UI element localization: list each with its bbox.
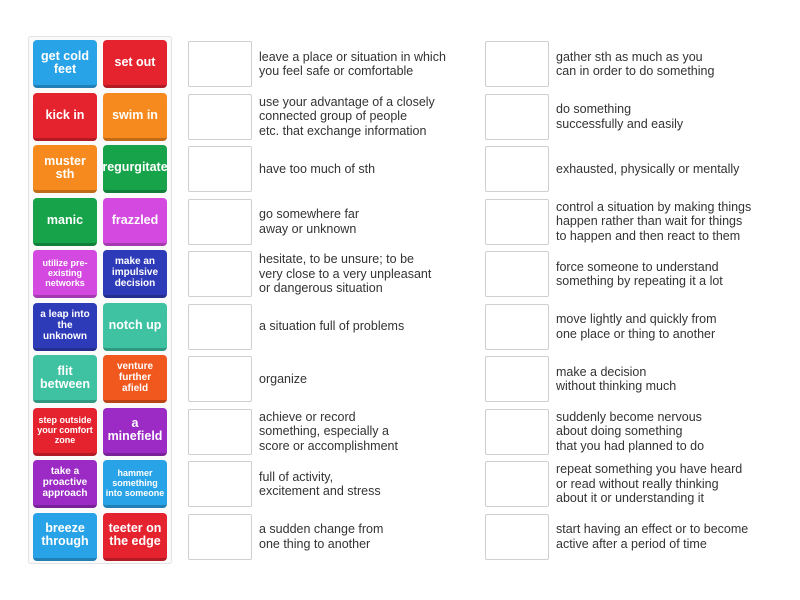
right-definition: exhausted, physically or mentally: [556, 161, 740, 176]
left-answer-slot[interactable]: [188, 304, 252, 350]
left-definition: use your advantage of a closely connected group of people etc. that exchange information: [259, 94, 435, 138]
left-answer-slot[interactable]: [188, 514, 252, 560]
word-tile[interactable]: muster sth: [33, 145, 97, 193]
left-definition: achieve or record something, especially a score or accomplishment: [259, 409, 398, 453]
right-definition: control a situation by making things happen rather than wait for things to happen and then react to them: [556, 199, 752, 243]
word-tile[interactable]: step outside your comfort zone: [33, 408, 97, 456]
left-answer-slot[interactable]: [188, 146, 252, 192]
word-tile[interactable]: breeze through: [33, 513, 97, 561]
word-tile[interactable]: swim in: [103, 93, 167, 141]
left-answer-slot[interactable]: [188, 199, 252, 245]
right-definition: force someone to understand something by repeating it a lot: [556, 259, 723, 288]
right-answer-slot[interactable]: [485, 94, 549, 140]
left-answer-slot[interactable]: [188, 461, 252, 507]
left-definition: leave a place or situation in which you feel safe or comfortable: [259, 49, 446, 78]
word-tile[interactable]: utilize pre-existing networks: [33, 250, 97, 298]
word-tile[interactable]: regurgitate: [103, 145, 167, 193]
word-tile[interactable]: manic: [33, 198, 97, 246]
left-definition: a situation full of problems: [259, 319, 405, 334]
left-answer-slot[interactable]: [188, 409, 252, 455]
right-answer-slot[interactable]: [485, 461, 549, 507]
right-definition: make a decision without thinking much: [556, 364, 677, 393]
word-tile[interactable]: a minefield: [103, 408, 167, 456]
word-tile[interactable]: notch up: [103, 303, 167, 351]
left-definition: a sudden change from one thing to another: [259, 522, 384, 551]
left-answer-slot[interactable]: [188, 251, 252, 297]
word-tile[interactable]: set out: [103, 40, 167, 88]
right-answer-slot[interactable]: [485, 199, 549, 245]
left-definition: organize: [259, 371, 307, 386]
word-tile[interactable]: kick in: [33, 93, 97, 141]
left-definition: hesitate, to be unsure; to be very close to a very unpleasant or dangerous situation: [259, 252, 432, 296]
word-tile[interactable]: venture further afield: [103, 355, 167, 403]
word-tile[interactable]: get cold feet: [33, 40, 97, 88]
left-definition: have too much of sth: [259, 161, 376, 176]
right-definition: start having an effect or to become active after a period of time: [556, 522, 749, 551]
right-definition: repeat something you have heard or read without really thinking about it or understanding it: [556, 462, 743, 506]
left-definition: full of activity, excitement and stress: [259, 469, 381, 498]
word-tile[interactable]: hammer something into someone: [103, 460, 167, 508]
right-answer-slot[interactable]: [485, 514, 549, 560]
right-definition: suddenly become nervous about doing something that you had planned to do: [556, 409, 705, 453]
right-definition: gather sth as much as you can in order to do something: [556, 49, 715, 78]
right-answer-slot[interactable]: [485, 41, 549, 87]
right-answer-slot[interactable]: [485, 356, 549, 402]
right-definition: move lightly and quickly from one place or thing to another: [556, 312, 717, 341]
right-answer-slot[interactable]: [485, 409, 549, 455]
left-answer-slot[interactable]: [188, 356, 252, 402]
word-tile[interactable]: make an impulsive decision: [103, 250, 167, 298]
right-answer-slot[interactable]: [485, 146, 549, 192]
word-tile[interactable]: teeter on the edge: [103, 513, 167, 561]
left-answer-slot[interactable]: [188, 94, 252, 140]
left-definition: go somewhere far away or unknown: [259, 207, 360, 236]
word-tile[interactable]: take a proactive approach: [33, 460, 97, 508]
right-answer-slot[interactable]: [485, 304, 549, 350]
right-definition: do something successfully and easily: [556, 102, 684, 131]
right-answer-slot[interactable]: [485, 251, 549, 297]
word-tile[interactable]: a leap into the unknown: [33, 303, 97, 351]
word-tile[interactable]: flit between: [33, 355, 97, 403]
left-answer-slot[interactable]: [188, 41, 252, 87]
word-tile[interactable]: frazzled: [103, 198, 167, 246]
